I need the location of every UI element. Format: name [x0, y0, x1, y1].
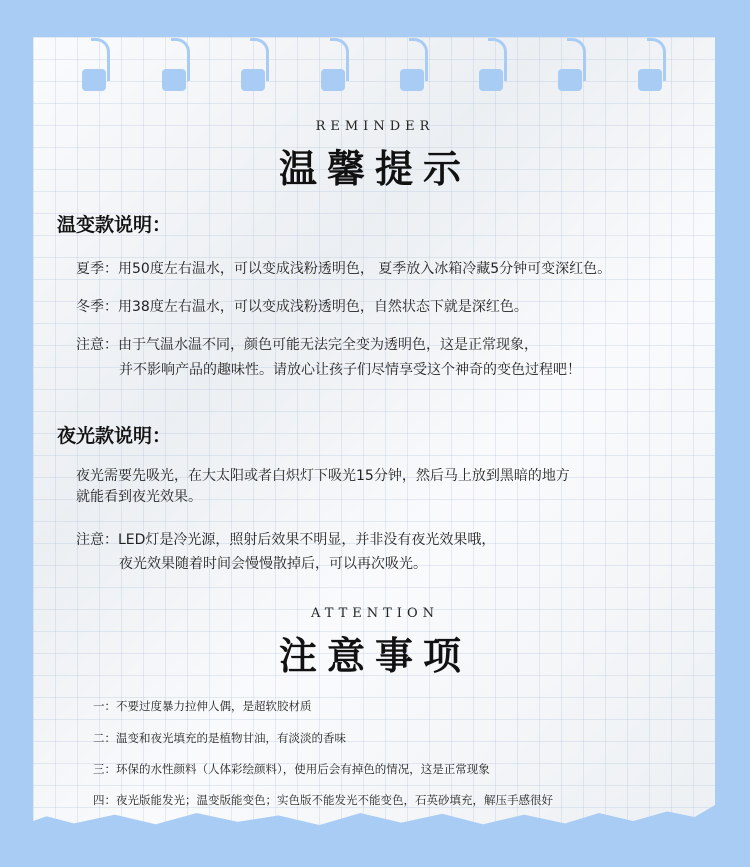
binder-ring — [558, 38, 588, 93]
glow-note-line-1: 注意：LED灯是冷光源，照射后效果不明显，并非没有夜光效果哦， — [76, 532, 496, 548]
binder-rings — [0, 38, 750, 98]
thermo-winter-text: 冬季：用38度左右温水，可以变成浅粉透明色，自然状态下就是深红色。 — [76, 299, 528, 315]
thermo-note-line-2: 并不影响产品的趣味性。请放心让孩子们尽情享受这个神奇的变色过程吧！ — [119, 362, 581, 378]
binder-ring — [400, 38, 430, 93]
binder-ring — [638, 38, 668, 93]
binder-ring — [321, 38, 351, 93]
binder-ring — [82, 38, 112, 93]
thermo-heading: 温变款说明： — [57, 214, 172, 236]
attention-item-4: 四：夜光版能发光；温变版能变色；实色版不能发光不能变色，石英砂填充，解压手感很好 — [93, 793, 553, 807]
binder-ring — [241, 38, 271, 93]
thermo-summer-text: 夏季：用50度左右温水，可以变成浅粉透明色， 夏季放入冰箱冷藏5分钟可变深红色。 — [76, 261, 612, 277]
binder-ring — [162, 38, 192, 93]
glow-note-line-2: 夜光效果随着时间会慢慢散掉后，可以再次吸光。 — [119, 556, 427, 572]
attention-item-3: 三：环保的水性颜料（人体彩绘颜料），使用后会有掉色的情况，这是正常现象 — [93, 762, 490, 776]
glow-desc-line-1: 夜光需要先吸光，在大太阳或者白炽灯下吸光15分钟，然后马上放到黑暗的地方 — [76, 468, 570, 484]
glow-heading: 夜光款说明： — [57, 425, 172, 447]
reminder-eyebrow: REMINDER — [315, 119, 435, 134]
thermo-note-line-1: 注意：由于气温水温不同，颜色可能无法完全变为透明色，这是正常现象， — [76, 337, 538, 353]
binder-ring — [479, 38, 509, 93]
attention-title: 注意事项 — [278, 633, 471, 678]
attention-item-2: 二：温变和夜光填充的是植物甘油，有淡淡的香味 — [93, 731, 346, 745]
attention-item-1: 一：不要过度暴力拉伸人偶，是超软胶材质 — [93, 699, 312, 713]
glow-desc-line-2: 就能看到夜光效果。 — [76, 489, 202, 505]
reminder-title: 温馨提示 — [278, 146, 471, 191]
attention-eyebrow: ATTENTION — [311, 606, 439, 621]
